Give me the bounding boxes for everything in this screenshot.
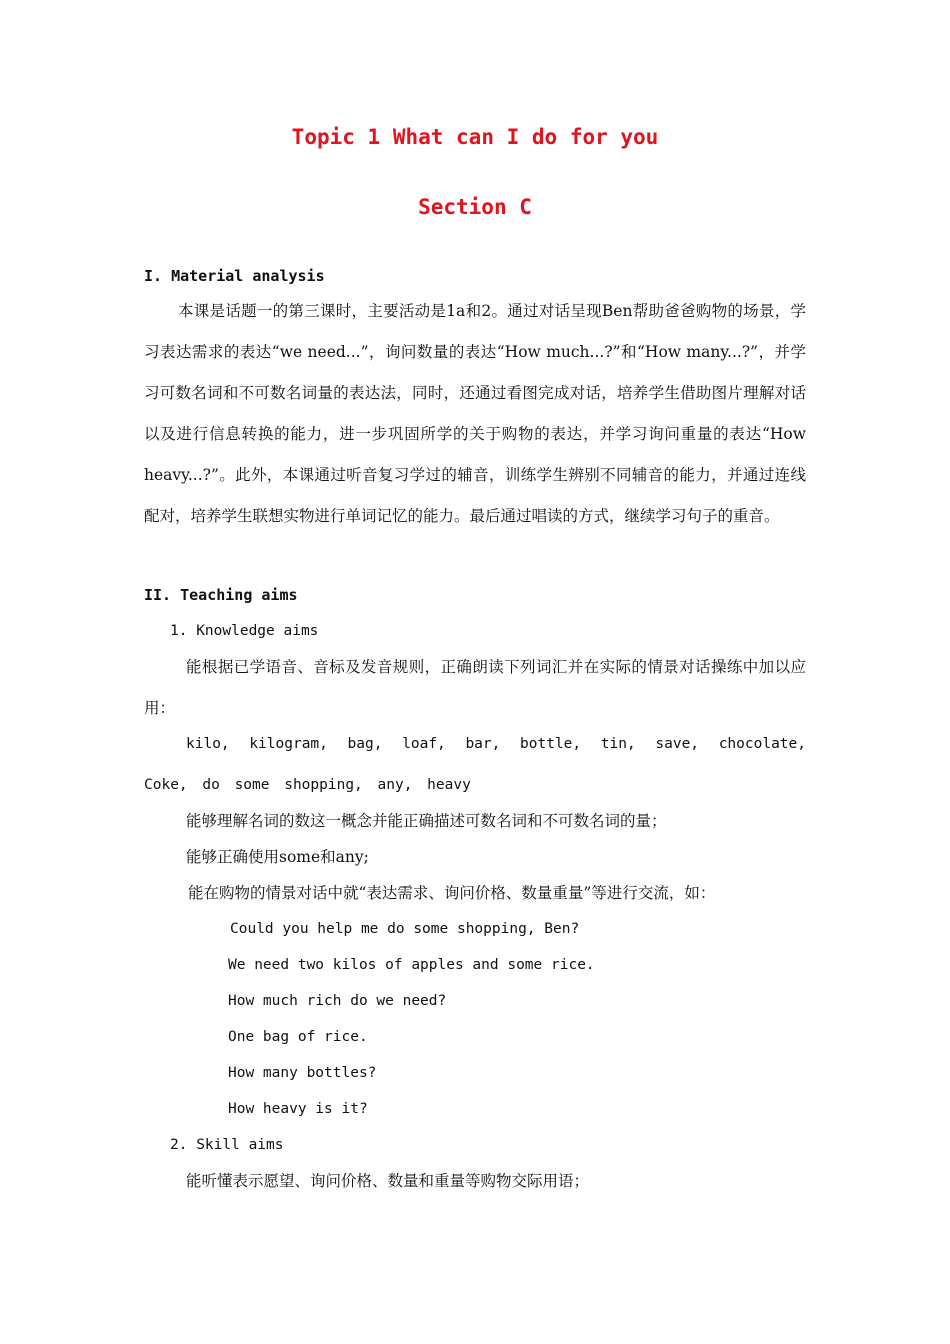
knowledge-aim-3: 能在购物的情景对话中就“表达需求、询问价格、数量重量”等进行交流，如： — [188, 884, 716, 902]
knowledge-aims-heading: 1. Knowledge aims — [170, 623, 319, 639]
skill-aim-1: 能听懂表示愿望、询问价格、数量和重量等购物交际用语； — [186, 1172, 590, 1190]
example-sentence: Could you help me do some shopping, Ben? — [230, 921, 580, 937]
example-sentence: How heavy is it? — [228, 1101, 368, 1117]
knowledge-aim-1: 能够理解名词的数这一概念并能正确描述可数名词和不可数名词的量； — [186, 812, 667, 830]
section-title: Section C — [418, 195, 532, 219]
knowledge-aims-intro: 能根据已学语音、音标及发音规则，正确朗读下列词汇并在实际的情景对话操练中加以应用： — [144, 658, 806, 717]
vocabulary-list: kilo, kilogram, bag, loaf, bar, bottle, tin, save, chocolate, Coke, do some shopping, any, heavy — [144, 736, 806, 793]
example-sentence: We need two kilos of apples and some rice. — [228, 957, 595, 973]
example-sentence: How many bottles? — [228, 1065, 377, 1081]
document-title: Topic 1 What can I do for you — [291, 125, 659, 149]
example-sentence: How much rich do we need? — [228, 993, 447, 1009]
example-sentence: One bag of rice. — [228, 1029, 368, 1045]
skill-aims-heading: 2. Skill aims — [170, 1137, 284, 1153]
knowledge-aim-2: 能够正确使用some和any; — [186, 848, 369, 866]
material-analysis-heading: I. Material analysis — [144, 267, 325, 285]
teaching-aims-heading: II. Teaching aims — [144, 586, 298, 604]
material-analysis-paragraph: 本课是话题一的第三课时，主要活动是1a和2。通过对话呈现Ben帮助爸爸购物的场景，学习表达需求的表达“we need...”，询问数量的表达“How much...?”和“How many...?”，并学习可数名词和不可数名词量的表达法，同时，还通过看图完成对话，培养学生借助图片理解对话以及进行信息转换的能力，进一步巩固所学的关于购物的表达，并学习询问重量的表达“How heavy...?”。此外，本课通过听音复习学过的辅音，训练学生辨别不同辅音的能力，并通过连线配对，培养学生联想实物进行单词记忆的能力。最后通过唱读的方式，继续学习句子的重音。 — [144, 302, 806, 525]
